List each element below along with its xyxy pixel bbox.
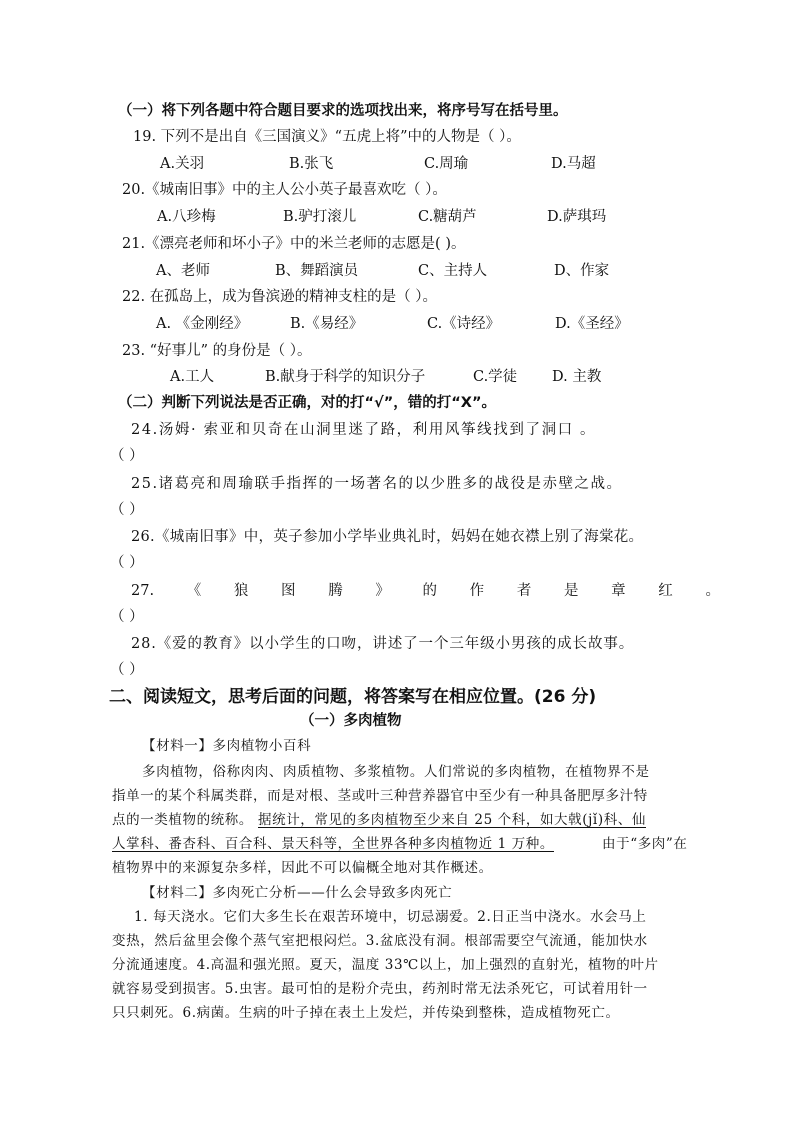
judge-28-text: 28.《爱的教育》以小学生的口吻，讲述了一个三年级小男孩的成长故事。 bbox=[131, 636, 635, 652]
q22-option-b: B.《易经》 bbox=[290, 316, 364, 332]
material1-line: 多肉植物，俗称肉肉、肉质植物、多浆植物。人们常说的多肉植物，在植物界不是 bbox=[142, 764, 650, 780]
q23-option-a: A.工人 bbox=[170, 369, 215, 385]
q20-option-b: B.驴打滚儿 bbox=[283, 209, 357, 225]
material2-line: 变热，然后盆里会像个蒸气室把根闷烂。3.盆底没有洞。根部需要空气流通，能加快水 bbox=[112, 933, 648, 949]
judge-28-answer-paren[interactable]: （ ） bbox=[110, 662, 144, 678]
judge-27-char: 27. bbox=[131, 583, 155, 599]
q19-option-a: A.关羽 bbox=[160, 156, 205, 172]
material1-underlined-text: 人掌科、番杏科、百合科、景天科等，全世界各种多肉植物近 1 万种。 bbox=[112, 836, 554, 852]
material1-line: 由于“多肉”在 bbox=[602, 836, 688, 852]
judge-27-char: 《 bbox=[186, 583, 202, 599]
judge-25-text: 25.诸葛亮和周瑜联手指挥的一场著名的以少胜多的战役是赤壁之战。 bbox=[131, 476, 623, 492]
q22-option-d: D.《圣经》 bbox=[555, 316, 629, 332]
judge-25-answer-paren[interactable]: （ ） bbox=[110, 502, 144, 518]
judge-27-char: 。 bbox=[705, 583, 720, 599]
question-23-stem: 23. “好事儿” 的身份是（ ）。 bbox=[122, 343, 312, 359]
q23-option-b: B.献身于科学的知识分子 bbox=[265, 369, 426, 385]
q21-option-d: D、作家 bbox=[554, 263, 610, 279]
q23-option-c: C.学徒 bbox=[473, 369, 518, 385]
q20-option-d: D.萨琪玛 bbox=[547, 209, 607, 225]
judge-24-text: 24.汤姆· 索亚和贝奇在山洞里迷了路，利用风筝线找到了洞口 。 bbox=[131, 422, 597, 438]
question-19-stem: 19. 下列不是出自《三国演义》“五虎上将”中的人物是（ ）。 bbox=[133, 129, 521, 145]
judge-27-char: 章 bbox=[611, 583, 626, 599]
q21-option-a: A、老师 bbox=[156, 263, 210, 279]
judge-26-text: 26.《城南旧事》中，英子参加小学毕业典礼时，妈妈在她衣襟上别了海棠花。 bbox=[131, 529, 644, 545]
material2-line: 分流通速度。4.高温和强光照。夏天，温度 33℃以上，加上强烈的直射光，植物的叶片 bbox=[112, 957, 659, 973]
q23-option-d: D. 主教 bbox=[552, 369, 602, 385]
judge-27-answer-paren[interactable]: （ ） bbox=[110, 609, 144, 625]
section2-subtitle: （一）多肉植物 bbox=[300, 713, 402, 729]
q21-option-c: C、主持人 bbox=[418, 263, 488, 279]
judge-27-char: 红 bbox=[658, 583, 673, 599]
material1-line: 点的一类植物的统称。 bbox=[112, 812, 253, 828]
material2-line: 只只刺死。6.病菌。生病的叶子掉在表土上发烂，并传染到整株，造成植物死亡。 bbox=[112, 1005, 620, 1021]
question-21-stem: 21.《漂亮老师和坏小子》中的米兰老师的志愿是( )。 bbox=[122, 236, 466, 252]
judge-27-char: 图 bbox=[281, 583, 296, 599]
judge-27-char: 作 bbox=[469, 583, 485, 599]
judge-27-text bbox=[131, 581, 720, 601]
material1-underlined-text: 据统计，常见的多肉植物至少来自 25 个科，如大戟(jǐ)科、仙 bbox=[258, 812, 646, 828]
judge-27-char: 腾 bbox=[328, 583, 343, 599]
q20-option-a: A.八珍梅 bbox=[157, 209, 216, 225]
part2-heading: （二）判断下列说法是否正确，对的打“√”，错的打“X”。 bbox=[118, 395, 496, 411]
judge-26-answer-paren[interactable]: （ ） bbox=[110, 555, 144, 571]
question-20-stem: 20.《城南旧事》中的主人公小英子最喜欢吃（ ）。 bbox=[122, 182, 447, 198]
material2-line: 1. 每天浇水。它们大多生长在艰苦环境中，切忌溺爱。2.日正当中浇水。水会马上 bbox=[134, 909, 647, 925]
material1-title: 【材料一】多肉植物小百科 bbox=[142, 738, 312, 754]
q20-option-c: C.糖葫芦 bbox=[418, 209, 477, 225]
question-22-stem: 22. 在孤岛上，成为鲁滨逊的精神支柱的是（ ）。 bbox=[122, 289, 438, 305]
q22-option-a: A. 《金刚经》 bbox=[156, 316, 249, 332]
section2-heading: 二、阅读短文，思考后面的问题，将答案写在相应位置。(26 分) bbox=[109, 687, 597, 707]
material2-title: 【材料二】多肉死亡分析——什么会导致多肉死亡 bbox=[142, 885, 453, 901]
material1-line: 指单一的某个科属类群，而是对根、茎或叶三种营养器官中至少有一种具备肥厚多汁特 bbox=[112, 788, 648, 804]
judge-27-char: 是 bbox=[563, 583, 579, 599]
q19-option-b: B.张飞 bbox=[289, 156, 334, 172]
judge-27-char: 狼 bbox=[233, 583, 249, 599]
judge-27-char: 》 bbox=[375, 583, 390, 599]
q22-option-c: C.《诗经》 bbox=[427, 316, 501, 332]
material1-line: 植物界中的来源复杂多样，因此不可以偏概全地对其作概述。 bbox=[112, 860, 493, 876]
q19-option-d: D.马超 bbox=[551, 156, 596, 172]
judge-27-char: 者 bbox=[516, 583, 532, 599]
material2-line: 就容易受到损害。5.虫害。最可怕的是粉介壳虫，药剂时常无法杀死它，可试着用针一 bbox=[112, 981, 648, 997]
judge-24-answer-paren[interactable]: （ ） bbox=[110, 448, 144, 464]
q21-option-b: B、舞蹈演员 bbox=[275, 263, 359, 279]
part1-heading: （一）将下列各题中符合题目要求的选项找出来，将序号写在括号里。 bbox=[118, 103, 568, 119]
judge-27-char: 的 bbox=[422, 583, 437, 599]
q19-option-c: C.周瑜 bbox=[424, 156, 469, 172]
